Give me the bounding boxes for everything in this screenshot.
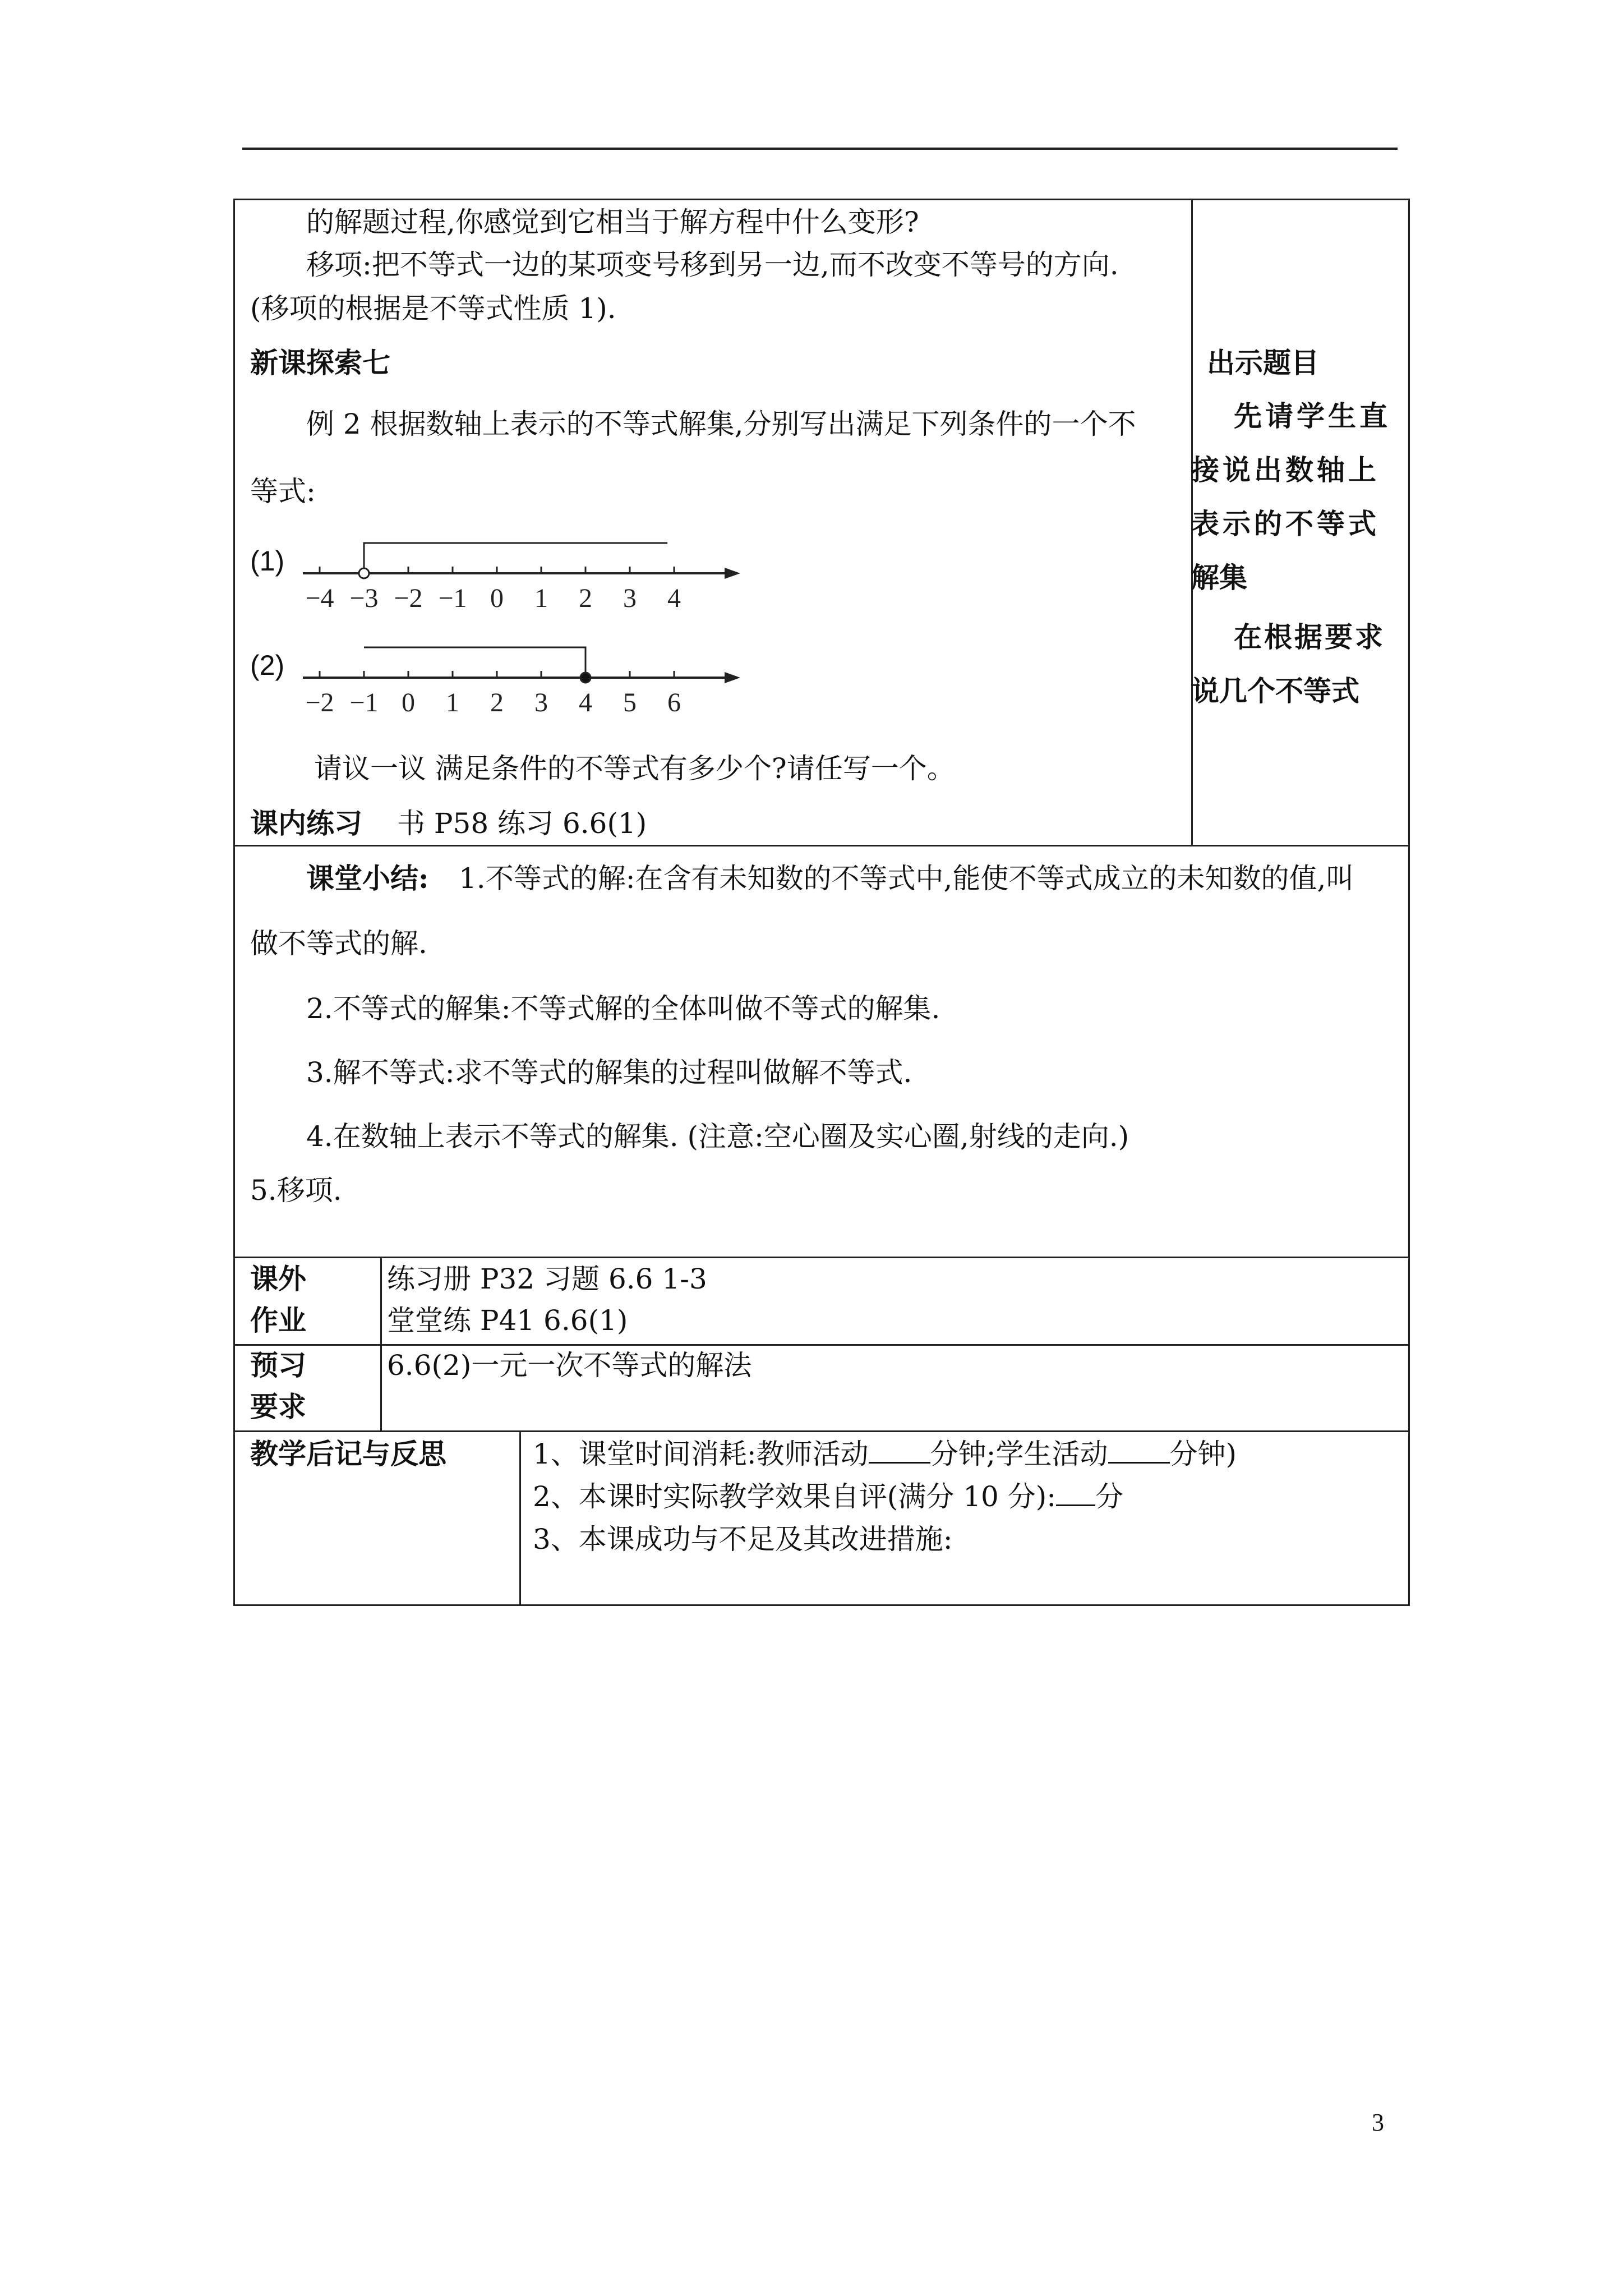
axis-1-tick-labels xyxy=(305,583,681,613)
table-border-right xyxy=(1408,199,1410,1606)
summary-item-1b: 做不等式的解. xyxy=(250,927,427,960)
side-note-line-1: 先请学生直 xyxy=(1234,399,1391,432)
axis-2-endpoint-solid-dot xyxy=(580,673,591,683)
axis-2-arrow xyxy=(725,672,740,683)
summary-item-5: 5.移项. xyxy=(250,1174,342,1207)
axis-1-arrow xyxy=(725,568,740,579)
reflection-label: 教学后记与反思 xyxy=(250,1437,446,1470)
intro-line-1: 的解题过程,你感觉到它相当于解方程中什么变形? xyxy=(306,206,919,238)
axis-2-tick-label: 4 xyxy=(579,688,592,717)
reflection-line-1-part-b: 分钟;学生活动 xyxy=(930,1438,1108,1470)
summary-item-2: 2.不等式的解集:不等式解的全体叫做不等式的解集. xyxy=(306,992,940,1025)
teacher-minutes-blank[interactable] xyxy=(869,1436,930,1464)
side-note-line-5: 在根据要求 xyxy=(1234,620,1385,654)
reflection-line-2-part-b: 分 xyxy=(1095,1480,1124,1513)
side-note-line-3: 表示的不等式 xyxy=(1191,507,1380,540)
axis-1-tick-label: 4 xyxy=(667,583,681,613)
summary-heading: 课堂小结: xyxy=(306,862,429,895)
axis-1-tick-label: −3 xyxy=(349,583,379,613)
header-rule xyxy=(242,148,1398,150)
axis-1-tick-label: −4 xyxy=(305,583,334,613)
summary-item-3: 3.解不等式:求不等式的解集的过程叫做解不等式. xyxy=(306,1056,912,1089)
number-line-2 xyxy=(297,637,746,727)
example-line-1: 例 2 根据数轴上表示的不等式解集,分别写出满足下列条件的一个不 xyxy=(306,408,1136,440)
student-minutes-blank[interactable] xyxy=(1108,1436,1170,1464)
axis-1-label: (1) xyxy=(250,545,285,577)
axis-2-label: (2) xyxy=(250,650,285,681)
reflection-column-divider xyxy=(519,1430,521,1605)
axis-2-tick-label: 0 xyxy=(402,688,415,717)
homework-line-1: 练习册 P32 习题 6.6 1-3 xyxy=(387,1263,707,1295)
preview-text: 6.6(2)一元一次不等式的解法 xyxy=(387,1349,752,1382)
row-divider-reflection xyxy=(233,1430,1410,1432)
axis-1-tick-label: 3 xyxy=(623,583,637,613)
row-divider-homework xyxy=(233,1257,1410,1258)
axis-2-tick-label: −2 xyxy=(305,688,334,717)
section-heading: 新课探索七 xyxy=(250,346,390,379)
axis-2-tick-label: −1 xyxy=(349,688,379,717)
axis-2-tick-label: 3 xyxy=(534,688,548,717)
side-note-title: 出示题目 xyxy=(1207,346,1319,379)
self-score-blank[interactable] xyxy=(1056,1479,1095,1506)
page-number: 3 xyxy=(1372,2109,1384,2136)
reflection-line-1-part-c: 分钟) xyxy=(1169,1438,1237,1470)
summary-item-1a: 1.不等式的解:在含有未知数的不等式中,能使不等式成立的未知数的值,叫 xyxy=(459,862,1354,895)
axis-1-tick-label: 1 xyxy=(534,583,548,613)
table-border-bottom xyxy=(233,1604,1410,1606)
table-border-top xyxy=(233,199,1410,200)
axis-1-solution-ray xyxy=(364,543,667,568)
axis-1-endpoint-open-circle xyxy=(359,568,369,578)
intro-line-2: 移项:把不等式一边的某项变号移到另一边,而不改变不等号的方向. xyxy=(306,249,1119,281)
axis-1-tick-label: 2 xyxy=(579,583,592,613)
axis-2-tick-label: 2 xyxy=(490,688,504,717)
reflection-line-1-part-a: 1、课堂时间消耗:教师活动 xyxy=(533,1438,869,1470)
reflection-line-2-part-a: 2、本课时实际教学效果自评(满分 10 分): xyxy=(533,1480,1057,1513)
practice-heading: 课内练习 xyxy=(250,807,362,840)
row-divider-summary xyxy=(233,845,1410,846)
axis-1-tick-label: 0 xyxy=(490,583,504,613)
homework-label-1: 课外 xyxy=(250,1262,306,1295)
homework-line-2: 堂堂练 P41 6.6(1) xyxy=(387,1304,628,1337)
axis-2-tick-label: 1 xyxy=(446,688,459,717)
practice-text: 书 P58 练习 6.6(1) xyxy=(397,807,647,840)
side-note-line-2: 接说出数轴上 xyxy=(1191,453,1380,486)
axis-1-tick-label: −1 xyxy=(438,583,467,613)
axis-1-tick-label: −2 xyxy=(394,583,423,613)
homework-label-2: 作业 xyxy=(250,1304,306,1337)
summary-item-4: 4.在数轴上表示不等式的解集. (注意:空心圈及实心圈,射线的走向.) xyxy=(306,1120,1129,1153)
preview-label-1: 预习 xyxy=(250,1349,306,1382)
discussion-prompt: 请议一议 满足条件的不等式有多少个?请任写一个。 xyxy=(314,752,955,785)
preview-label-2: 要求 xyxy=(250,1390,306,1423)
reflection-line-1 xyxy=(533,1436,1237,1472)
reflection-line-3: 3、本课成功与不足及其改进措施: xyxy=(533,1523,953,1556)
side-note-line-6: 说几个不等式 xyxy=(1191,674,1359,707)
axis-2-tick-label: 6 xyxy=(667,688,681,717)
axis-2-tick-labels xyxy=(305,688,681,717)
example-line-2: 等式: xyxy=(250,475,316,508)
label-column-divider xyxy=(380,1257,382,1432)
number-line-1 xyxy=(297,533,746,623)
intro-line-3: (移项的根据是不等式性质 1). xyxy=(250,292,616,325)
axis-2-tick-label: 5 xyxy=(623,688,637,717)
axis-2-solution-ray xyxy=(364,647,585,672)
reflection-line-2 xyxy=(533,1479,1123,1515)
row-divider-preview xyxy=(233,1344,1410,1346)
table-border-left xyxy=(233,199,235,1606)
side-note-line-4: 解集 xyxy=(1191,561,1247,594)
